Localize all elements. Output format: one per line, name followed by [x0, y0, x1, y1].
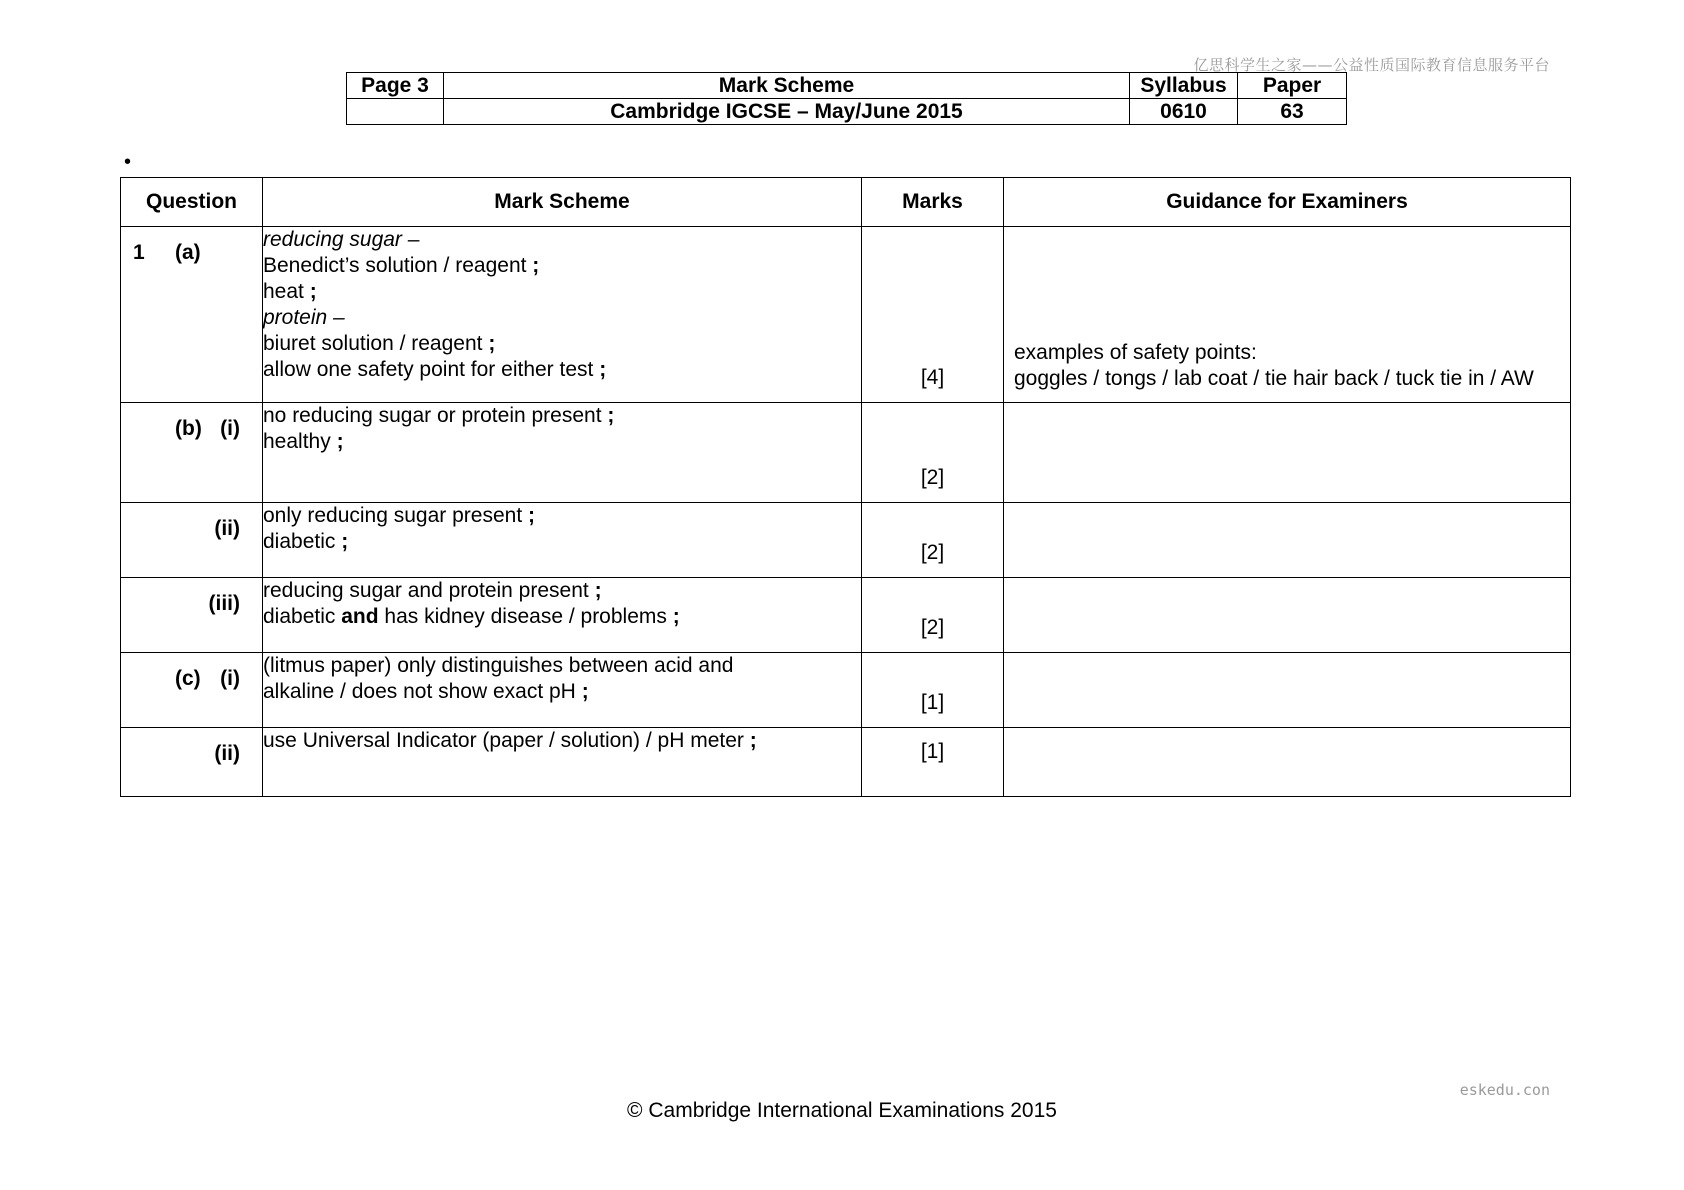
mark-scheme-table — [120, 177, 1571, 797]
mark-scheme-text: ; — [488, 332, 496, 355]
question-part: (b) — [175, 417, 202, 440]
question-cell — [121, 728, 263, 797]
guidance-cell — [1004, 503, 1571, 578]
bullet: • — [124, 151, 132, 173]
mark-scheme-text: biuret solution / reagent — [263, 332, 489, 355]
mark-scheme-cell — [263, 403, 862, 503]
guidance-line: goggles / tongs / lab coat / tie hair back / tuck tie in / AW — [1014, 367, 1534, 390]
guidance-text — [1014, 340, 1534, 392]
mark-scheme-text: – — [327, 306, 345, 329]
mark-scheme-text: ; — [528, 504, 535, 527]
header-page: Page 3 — [347, 73, 444, 99]
mark-scheme-text: diabetic — [263, 605, 342, 628]
mark-scheme-line — [263, 429, 861, 455]
marks-cell — [862, 503, 1004, 578]
mark-scheme-text: reducing sugar and protein present — [263, 579, 595, 602]
mark-scheme-line — [263, 529, 861, 555]
mark-scheme-text: ; — [581, 680, 589, 703]
question-subpart: (ii) — [214, 742, 240, 765]
table-row — [121, 653, 1571, 728]
marks-value: [2] — [920, 466, 945, 489]
mark-scheme-text: Benedict’s solution / reagent — [263, 254, 533, 277]
mark-scheme-line — [263, 253, 861, 279]
mark-scheme-text: alkaline / does not show exact pH — [263, 680, 582, 703]
question-cell — [121, 653, 263, 728]
header-empty-cell — [347, 99, 444, 125]
mark-scheme-line — [263, 604, 861, 630]
marks-value: [2] — [920, 616, 945, 639]
marks-value: [1] — [920, 740, 945, 763]
mark-scheme-line — [263, 357, 861, 383]
marks-value: [2] — [920, 541, 945, 564]
mark-scheme-text: (litmus paper) only distinguishes between acid and — [263, 654, 734, 677]
mark-scheme-text: ; — [336, 430, 344, 453]
mark-scheme-line — [263, 227, 861, 253]
mark-scheme-text: use Universal Indicator (paper / solution) / pH meter — [263, 729, 750, 752]
table-row — [121, 227, 1571, 403]
question-part: (a) — [175, 241, 201, 264]
column-header-marks: Marks — [862, 178, 1004, 227]
mark-scheme-line — [263, 503, 861, 529]
mark-scheme-line — [263, 653, 861, 679]
guidance-cell — [1004, 403, 1571, 503]
mark-scheme-text: ; — [532, 254, 540, 277]
header-table — [346, 72, 1347, 125]
mark-scheme-text: no reducing sugar or protein present — [263, 404, 608, 427]
mark-scheme-cell — [263, 728, 862, 797]
header-paper-number: 63 — [1238, 99, 1347, 125]
mark-scheme-text: ; — [749, 729, 757, 752]
mark-scheme-text: protein — [263, 306, 328, 329]
mark-scheme-text: ; — [341, 530, 349, 553]
mark-scheme-cell — [263, 653, 862, 728]
question-cell — [121, 227, 263, 403]
mark-scheme-line — [263, 728, 861, 754]
question-subpart: (iii) — [208, 592, 240, 615]
table-row — [121, 578, 1571, 653]
mark-scheme-line — [263, 679, 861, 705]
mark-scheme-line — [263, 331, 861, 357]
question-cell — [121, 578, 263, 653]
table-row — [121, 728, 1571, 797]
question-subpart: (ii) — [214, 517, 240, 540]
question-subpart: (i) — [220, 417, 240, 440]
marks-cell — [862, 578, 1004, 653]
header-title: Mark Scheme — [444, 73, 1130, 99]
mark-scheme-text: diabetic — [263, 530, 342, 553]
guidance-cell — [1004, 578, 1571, 653]
guidance-cell — [1004, 653, 1571, 728]
mark-scheme-text: allow one safety point for either test — [263, 358, 600, 381]
mark-scheme-text: healthy — [263, 430, 337, 453]
mark-scheme-text: ; — [672, 605, 680, 628]
column-header-question: Question — [121, 178, 263, 227]
table-body — [121, 227, 1571, 797]
watermark-bottom: eskedu.con — [1459, 1081, 1550, 1099]
table-row — [121, 503, 1571, 578]
table-row — [121, 403, 1571, 503]
column-header-mark-scheme: Mark Scheme — [263, 178, 862, 227]
header-subtitle: Cambridge IGCSE – May/June 2015 — [444, 99, 1130, 125]
mark-scheme-line — [263, 403, 861, 429]
mark-scheme-cell — [263, 227, 862, 403]
footer-copyright: © Cambridge International Examinations 2015 — [627, 1099, 1057, 1122]
mark-scheme-text: ; — [607, 404, 615, 427]
guidance-line: examples of safety points: — [1014, 341, 1257, 364]
mark-scheme-text: – — [401, 228, 420, 251]
question-number: 1 — [133, 241, 145, 264]
guidance-cell — [1004, 227, 1571, 403]
question-subpart: (i) — [220, 667, 240, 690]
mark-scheme-line — [263, 305, 861, 331]
question-cell — [121, 403, 263, 503]
table-header-row — [121, 178, 1571, 227]
mark-scheme-text: heat — [263, 280, 310, 303]
question-cell — [121, 503, 263, 578]
mark-scheme-text: reducing sugar — [263, 228, 402, 251]
marks-value: [4] — [920, 366, 945, 389]
watermark-top: 亿思科学生之家——公益性质国际教育信息服务平台 — [1193, 56, 1550, 74]
column-header-guidance: Guidance for Examiners — [1004, 178, 1571, 227]
header-paper-label: Paper — [1238, 73, 1347, 99]
header-syllabus-code: 0610 — [1130, 99, 1238, 125]
mark-scheme-text: ; — [594, 579, 602, 602]
mark-scheme-line — [263, 578, 861, 604]
question-part: (c) — [175, 667, 201, 690]
marks-value: [1] — [920, 691, 945, 714]
mark-scheme-text: only reducing sugar present — [263, 504, 528, 527]
marks-cell — [862, 227, 1004, 403]
mark-scheme-text: and — [341, 605, 379, 628]
mark-scheme-text: ; — [599, 358, 607, 381]
guidance-cell — [1004, 728, 1571, 797]
mark-scheme-text: ; — [309, 280, 317, 303]
mark-scheme-line — [263, 279, 861, 305]
mark-scheme-cell — [263, 503, 862, 578]
header-syllabus-label: Syllabus — [1130, 73, 1238, 99]
marks-cell — [862, 403, 1004, 503]
mark-scheme-text: has kidney disease / problems — [378, 605, 673, 628]
marks-cell — [862, 728, 1004, 797]
marks-cell — [862, 653, 1004, 728]
mark-scheme-cell — [263, 578, 862, 653]
